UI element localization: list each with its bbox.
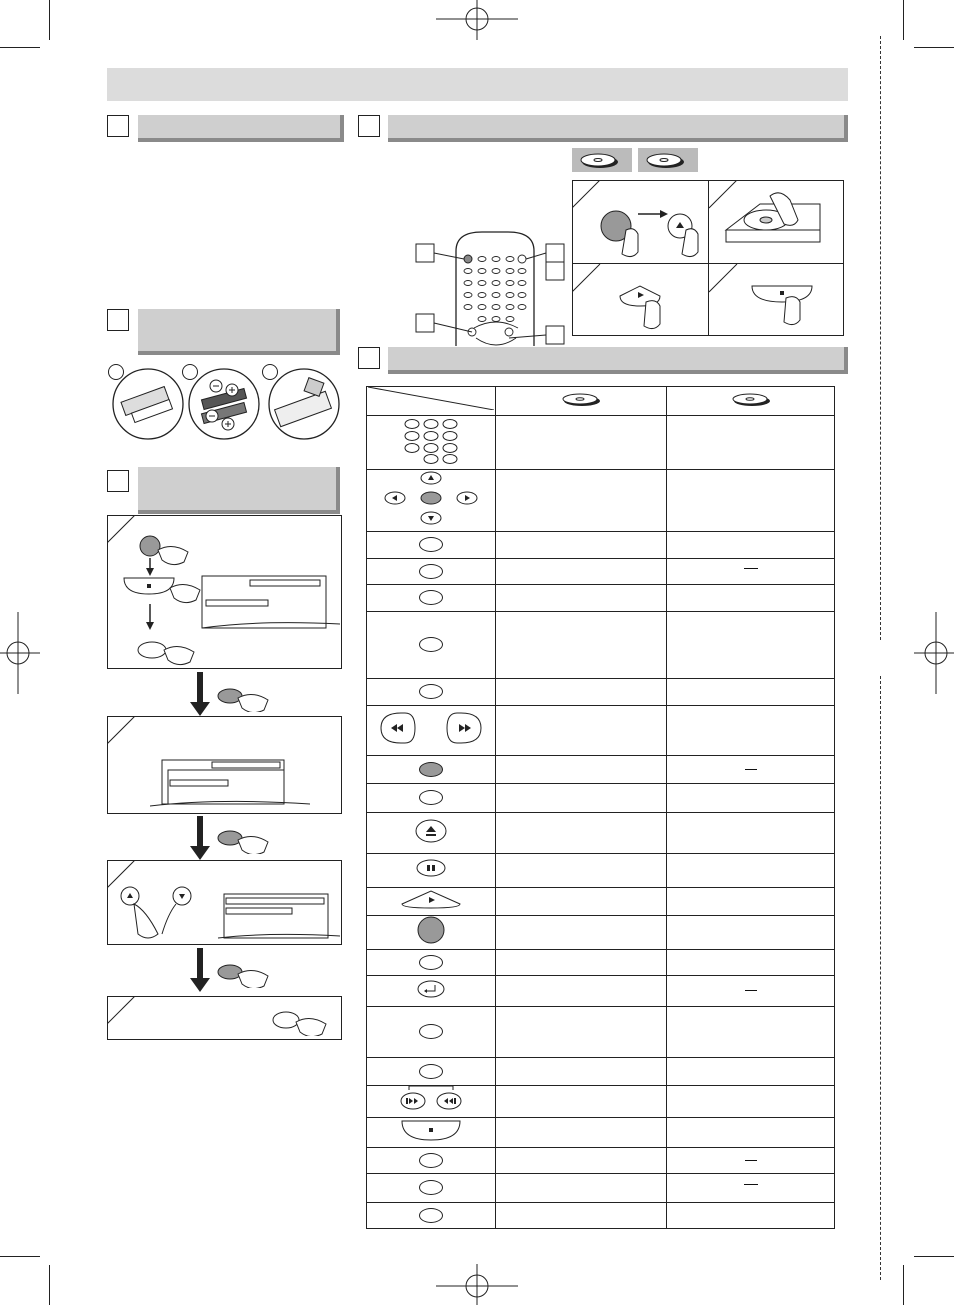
crop-mark xyxy=(903,0,904,40)
disc-icon xyxy=(559,390,603,408)
battery-icon xyxy=(186,366,262,444)
table-row xyxy=(367,1058,835,1086)
hand-press-icon xyxy=(216,960,272,988)
remote-button-icon xyxy=(419,1064,443,1079)
hand-press-icon xyxy=(216,684,272,712)
remote-button-icon xyxy=(419,955,443,970)
number-buttons-icon xyxy=(396,416,466,464)
table-row xyxy=(367,1174,835,1203)
table-row xyxy=(367,976,835,1007)
crop-mark xyxy=(903,1265,904,1305)
remote-button-icon xyxy=(419,762,443,777)
section-3-header xyxy=(138,467,340,514)
cursor-buttons-icon xyxy=(376,470,486,526)
section-1-number xyxy=(107,115,129,137)
remote-button-icon xyxy=(419,1153,443,1168)
remote-button-icon xyxy=(419,684,443,699)
battery-cover-close-illustration xyxy=(266,366,342,444)
table-row xyxy=(367,1148,835,1174)
registration-mark-left xyxy=(0,612,40,694)
step-corner-mark xyxy=(572,264,602,294)
registration-mark-bottom xyxy=(436,1262,518,1305)
table-row xyxy=(367,854,835,888)
section-5-header xyxy=(388,347,848,374)
not-available-mark xyxy=(744,568,758,569)
crop-mark xyxy=(49,1265,50,1305)
play-press-illustration xyxy=(600,276,700,330)
table-row xyxy=(367,585,835,612)
table-row xyxy=(367,1203,835,1229)
table-row xyxy=(367,950,835,976)
registration-mark-right xyxy=(912,612,954,694)
disc-icon xyxy=(572,148,632,172)
remote-button-icon xyxy=(419,637,443,652)
power-to-eject-illustration xyxy=(590,200,700,262)
table-header-disc-1 xyxy=(496,387,667,416)
eject-icon xyxy=(414,818,448,844)
step-corner-mark xyxy=(709,264,739,294)
remote-button-icon xyxy=(419,537,443,552)
crop-mark xyxy=(0,1256,40,1257)
table-header-corner xyxy=(367,387,496,416)
table-row xyxy=(367,559,835,585)
remote-button-icon xyxy=(419,790,443,805)
stop-press-illustration xyxy=(742,276,842,330)
disc-icon xyxy=(729,390,773,408)
arrow-down-icon xyxy=(190,948,210,992)
table-row xyxy=(367,470,835,532)
registration-mark-top xyxy=(436,0,518,42)
table-row xyxy=(367,416,835,470)
section-3-number xyxy=(107,470,129,492)
table-row xyxy=(367,813,835,854)
hand-press-icon xyxy=(270,1006,332,1036)
table-row xyxy=(367,612,835,679)
remote-control-icon xyxy=(412,226,568,350)
play-icon xyxy=(400,888,462,910)
table-row xyxy=(367,784,835,813)
section-1-header xyxy=(138,115,344,142)
table-row xyxy=(367,532,835,559)
pause-icon xyxy=(414,858,448,878)
grid-divider xyxy=(572,263,844,264)
table-row xyxy=(367,1118,835,1148)
search-buttons-icon xyxy=(371,708,491,748)
setup-step-2-menu xyxy=(150,756,340,812)
arrow-down-icon xyxy=(190,672,210,716)
stop-icon xyxy=(400,1118,462,1142)
not-available-mark xyxy=(745,990,757,991)
setup-step-1-illustration xyxy=(108,524,340,666)
crop-mark xyxy=(49,0,50,40)
table-header-disc-2 xyxy=(667,387,835,416)
table-row xyxy=(367,756,835,784)
remote-button-icon xyxy=(419,1208,443,1223)
remote-button-icon xyxy=(419,564,443,579)
setup-step-3-illustration xyxy=(110,884,340,944)
section-4-header xyxy=(388,115,848,142)
not-available-mark xyxy=(745,1160,757,1161)
remote-button-icon xyxy=(419,1180,443,1195)
step-corner-mark xyxy=(107,716,137,746)
crop-mark xyxy=(914,1256,954,1257)
crop-mark xyxy=(914,47,954,48)
table-row xyxy=(367,679,835,706)
crop-mark xyxy=(0,47,40,48)
page-banner xyxy=(107,68,848,101)
power-icon xyxy=(416,916,446,944)
return-icon xyxy=(416,979,446,999)
battery-cover-open-illustration xyxy=(108,366,188,444)
table-row xyxy=(367,888,835,916)
not-available-mark xyxy=(745,769,757,770)
section-4-number xyxy=(358,115,380,137)
hand-press-icon xyxy=(216,826,272,854)
section-5-number xyxy=(358,347,380,369)
cut-line xyxy=(880,36,881,640)
disc-icon xyxy=(638,148,698,172)
diagonal-line xyxy=(368,387,494,410)
table-row xyxy=(367,706,835,756)
remote-button-icon xyxy=(419,1024,443,1039)
section-2-header xyxy=(138,309,340,355)
not-available-mark xyxy=(744,1184,758,1185)
table-row xyxy=(367,916,835,950)
table-header-row xyxy=(367,387,835,416)
cut-line xyxy=(880,676,881,1280)
skip-icon xyxy=(391,1086,471,1112)
disc-tray-illustration xyxy=(720,186,832,260)
remote-button-icon xyxy=(419,590,443,605)
section-2-number xyxy=(107,309,129,331)
table-row xyxy=(367,1007,835,1058)
table-row xyxy=(367,1086,835,1118)
button-function-table xyxy=(366,386,835,1229)
arrow-down-icon xyxy=(190,816,210,860)
step-corner-mark xyxy=(107,996,137,1026)
